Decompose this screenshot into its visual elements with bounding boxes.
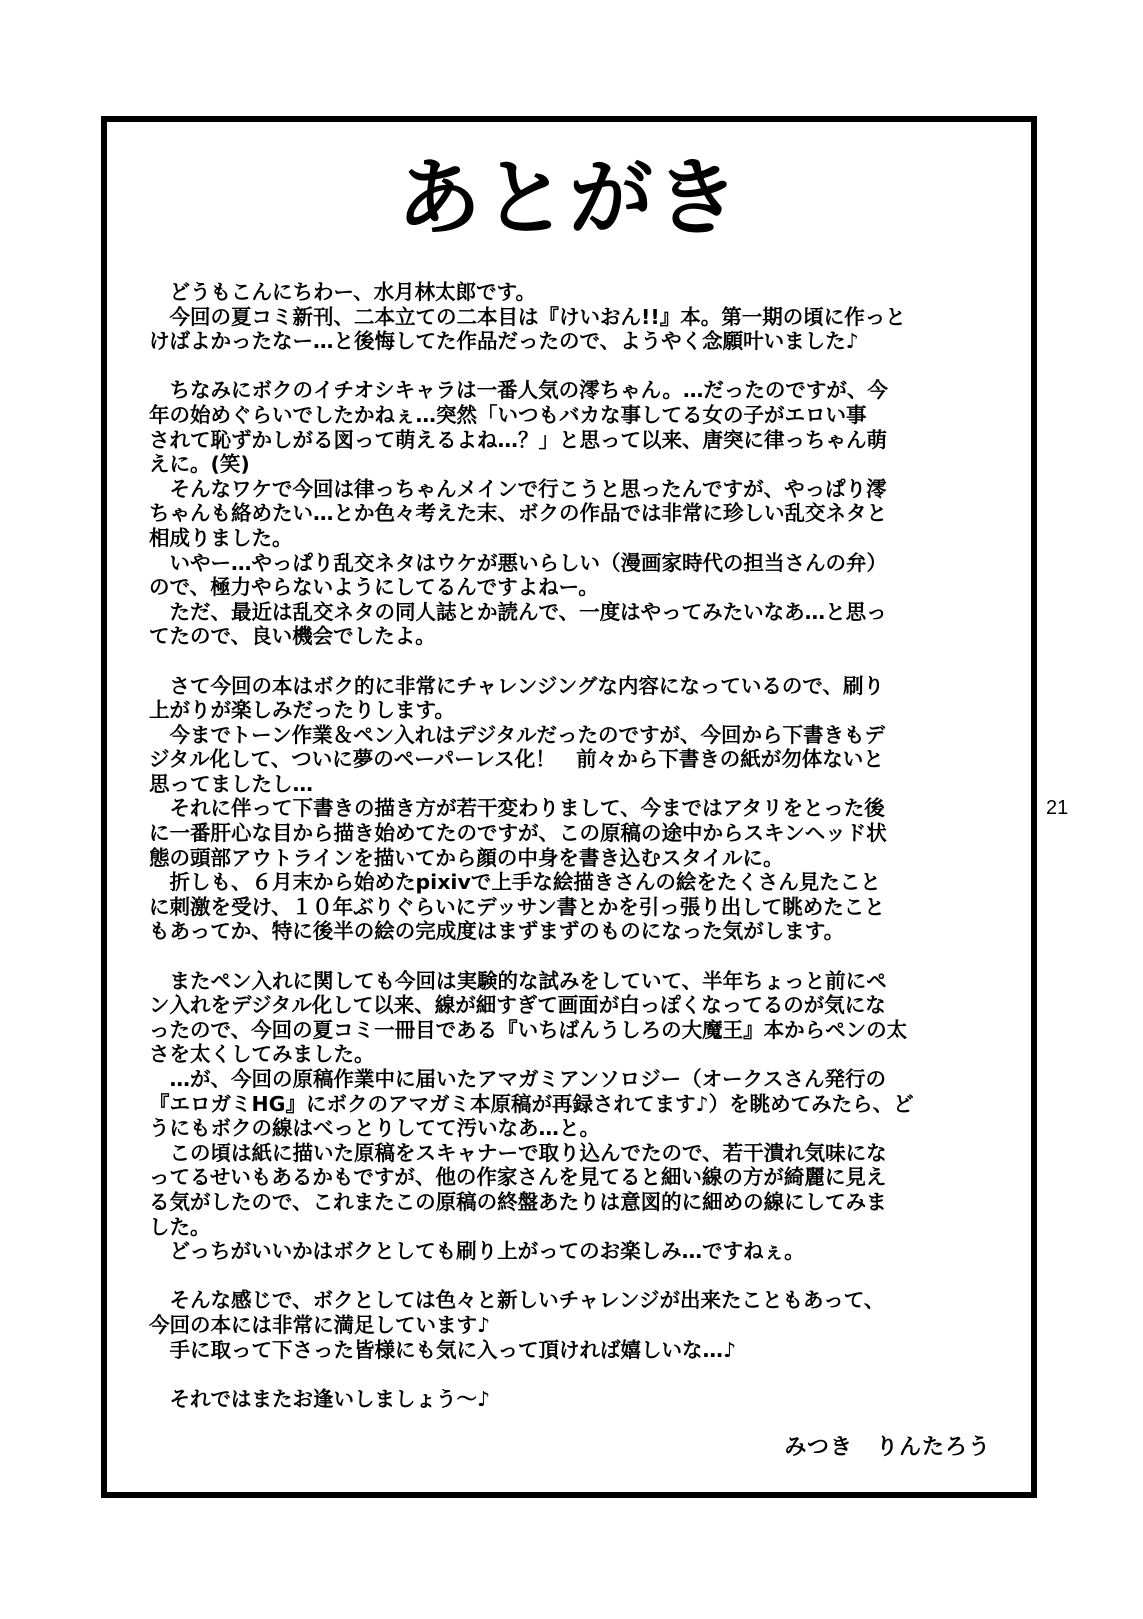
- text-line: [149, 1362, 999, 1387]
- text-line: ったので、今回の夏コミ一冊目である『いちばんうしろの大魔王』本からペンの太: [149, 1017, 908, 1042]
- text-line: …が、今回の原稿作業中に届いたアマガミアンソロジー（オークスさん発行の: [149, 1067, 886, 1091]
- text-line: 上がりが楽しみだったりします。: [149, 698, 455, 723]
- text-line: 年の始めぐらいでしたかねぇ…突然「いつもバカな事してる女の子がエロい事: [149, 402, 867, 427]
- text-line: どうもこんにちわー、水月林太郎です。: [149, 280, 537, 304]
- text-line: それではまたお逢いしましょう〜♪: [149, 1386, 491, 1411]
- text-line: けばよかったなー…と後悔してた作品だったので、ようやく念願叶いました♪: [149, 329, 859, 354]
- text-line: 今回の本には非常に満足しています♪: [149, 1312, 491, 1337]
- text-line: そんなワケで今回は律っちゃんメインで行こうと思ったんですが、やっぱり澪: [149, 476, 887, 501]
- text-line: さを太くしてみました。: [149, 1042, 375, 1067]
- text-line: この頃は紙に描いた原稿をスキャナーで取り込んでたので、若干潰れ気味にな: [149, 1140, 887, 1165]
- text-line: 折しも、６月末から始めたpixivで上手な絵描きさんの絵をたくさん見たこと: [149, 870, 881, 895]
- text-line: もあってか、特に後半の絵の完成度はまずまずのものになった気がします。: [149, 919, 845, 944]
- text-line: てたので、良い機会でしたよ。: [149, 624, 436, 649]
- text-line: [149, 1264, 999, 1289]
- text-line: 態の頭部アウトラインを描いてから顔の中身を書き込むスタイルに。: [149, 845, 784, 870]
- afterword-body: [149, 280, 999, 1411]
- text-line: されて恥ずかしがる図って萌えるよね…？」と思って以来、唐突に律っちゃん萌: [149, 427, 887, 452]
- text-line: ちゃんも絡めたい…とか色々考えた末、ボクの作品では非常に珍しい乱交ネタと: [149, 501, 887, 526]
- text-line: えに。(笑): [149, 452, 250, 477]
- text-line: [149, 944, 999, 969]
- text-line: [149, 649, 999, 674]
- text-line: ン入れをデジタル化して以来、線が細すぎて画面が白っぽくなってるのが気にな: [149, 993, 886, 1018]
- text-line: 『エロガミHG』にボクのアマガミ本原稿が再録されてます♪）を眺めてみたら、ど: [149, 1091, 914, 1116]
- text-line: に刺激を受け、１０年ぶりぐらいにデッサン書とかを引っ張り出して眺めたこと: [149, 894, 885, 919]
- text-line: [149, 354, 999, 379]
- text-line: それに伴って下書きの描き方が若干変わりまして、今まではアタリをとった後: [149, 796, 885, 821]
- text-line: いやー…やっぱり乱交ネタはウケが悪いらしい（漫画家時代の担当さんの弁）: [149, 550, 887, 575]
- text-line: した。: [149, 1214, 211, 1239]
- text-line: ジタル化して、ついに夢のペーパーレス化！ 前々から下書きの紙が勿体ないと: [149, 747, 884, 772]
- text-line: る気がしたので、これまたこの原稿の終盤あたりは意図的に細めの線にしてみま: [149, 1189, 887, 1214]
- text-line: ちなみにボクのイチオシキャラは一番人気の澪ちゃん。…だったのですが、今: [149, 378, 888, 403]
- text-line: さて今回の本はボク的に非常にチャレンジングな内容になっているので、刷り: [149, 673, 885, 698]
- text-line: ってるせいもあるかもですが、他の作家さんを見てると細い線の方が綺麗に見え: [149, 1165, 887, 1190]
- author-signature: みつき りんたろう: [784, 1435, 991, 1460]
- page-number: 21: [1046, 797, 1069, 819]
- text-line: 思ってましたし…: [149, 771, 313, 796]
- text-line: ただ、最近は乱交ネタの同人誌とか読んで、一度はやってみたいなあ…と思っ: [149, 599, 887, 624]
- text-line: どっちがいいかはボクとしても刷り上がってのお楽しみ…ですねぇ。: [149, 1239, 805, 1264]
- text-line: に一番肝心な目から描き始めてたのですが、この原稿の途中からスキンヘッド状: [149, 821, 887, 846]
- text-line: 今回の夏コミ新刊、二本立ての二本目は『けいおん!!』本。第一期の頃に作っと: [149, 304, 906, 329]
- afterword-frame: [101, 116, 1037, 1498]
- text-line: 今までトーン作業＆ペン入れはデジタルだったのですが、今回から下書きもデ: [149, 722, 885, 747]
- text-line: そんな感じで、ボクとしては色々と新しいチャレンジが出来たこともあって、: [149, 1288, 885, 1313]
- text-line: またペン入れに関しても今回は実験的な試みをしていて、半年ちょっと前にペ: [149, 968, 887, 993]
- text-line: ので、極力やらないようにしてるんですよねー。: [149, 575, 599, 600]
- text-line: 手に取って下さった皆様にも気に入って頂ければ嬉しいな…♪: [149, 1337, 737, 1362]
- page-title: あとがき: [396, 149, 741, 247]
- text-line: うにもボクの線はべっとりしてて汚いなあ…と。: [149, 1116, 600, 1141]
- text-line: 相成りました。: [149, 525, 293, 550]
